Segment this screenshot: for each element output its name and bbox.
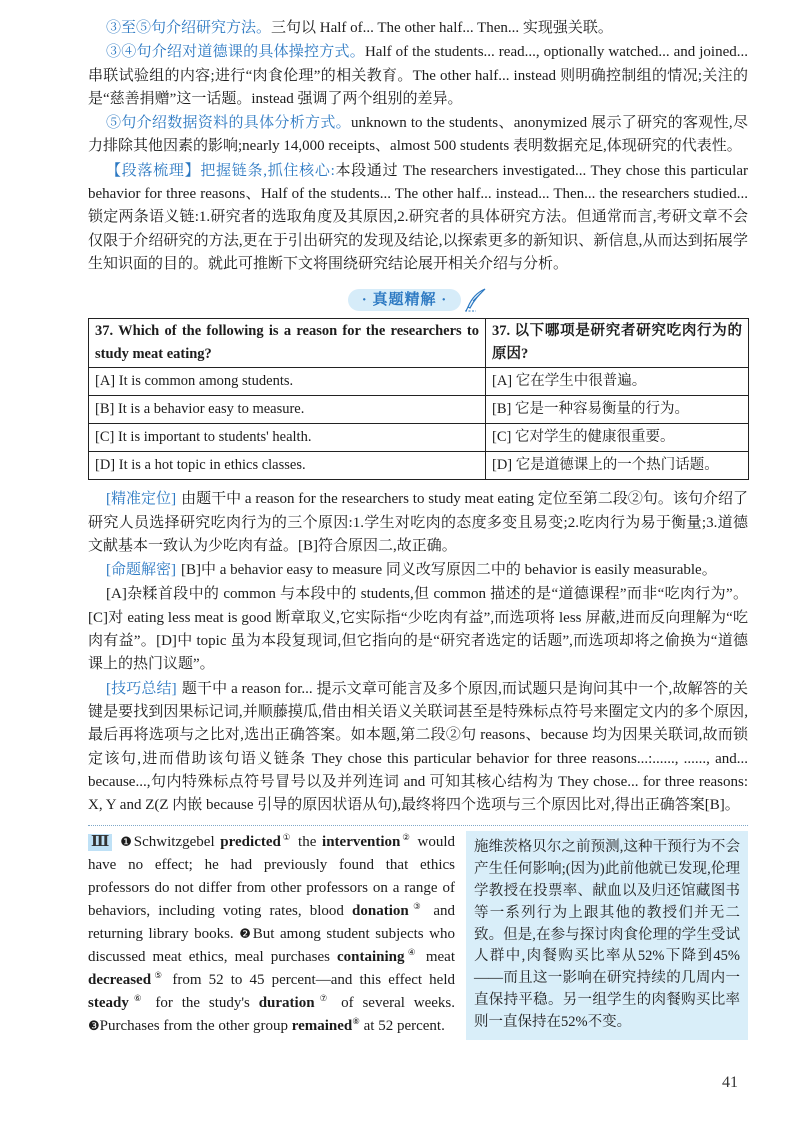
passage-text: at 52 percent. — [359, 1018, 445, 1035]
option-a-zh: [A] 它在学生中很普遍。 — [486, 368, 749, 396]
vocab-word: donation — [352, 903, 409, 920]
analysis-locate — [88, 488, 748, 558]
option-row-b — [89, 396, 749, 424]
note-heading: ③至⑤句介绍研究方法。 — [106, 20, 272, 36]
question-stem-en: 37. Which of the following is a reason for the researchers to study meat eating? — [89, 319, 486, 368]
analysis-text: 由题干中 a reason for the researchers to study meat eating 定位至第二段②句。该句介绍了研究人员选择研究吃肉行为的三个原因:1.学生对吃肉的态度多变且易变;2.吃肉行为易于衡量;3.道德文献基本一致认为少吃肉有益。[B]符合原因二,故正确。 — [88, 491, 748, 554]
passage-text: But among student subjects who discussed meat ethics, meal purchases — [88, 926, 456, 966]
analysis-distractors — [88, 583, 748, 676]
vocab-word: intervention — [322, 834, 401, 851]
note-text: 三句以 Half of... The other half... Then... 实现强关联。 — [271, 20, 613, 36]
option-d-zh: [D] 它是道德课上的一个热门话题。 — [486, 452, 749, 480]
option-c-zh: [C] 它对学生的健康很重要。 — [486, 424, 749, 452]
passage-text: and returning library books. — [88, 903, 455, 943]
option-a-en: [A] It is common among students. — [89, 368, 486, 396]
passage-text: of several weeks. — [332, 995, 455, 1012]
sentence-marker-2: ❷ — [239, 927, 253, 943]
note-text: unknown to the students、anonymized 展示了研究的客观性,尽力排除其他因素的影响;nearly 14,000 receipts、almost 500 students 表明数据充足,体现研究的代表性。 — [88, 115, 748, 155]
page-content — [88, 17, 748, 1040]
vocab-ref: ⑤ — [151, 971, 166, 982]
sentence-marker-1: ❶ — [118, 835, 134, 851]
vocab-ref: ⑥ — [128, 994, 147, 1005]
vocab-ref: ⑦ — [314, 994, 333, 1005]
vocab-word: predicted — [220, 834, 281, 851]
summary-heading: 【段落梳理】把握链条,抓住核心: — [106, 162, 335, 179]
question-table — [88, 318, 749, 480]
vocab-ref: ⑧ — [352, 1017, 360, 1028]
pen-icon — [464, 288, 488, 312]
translation-box — [466, 831, 748, 1039]
option-c-en: [C] It is important to students' health. — [89, 424, 486, 452]
dotted-divider — [88, 825, 748, 826]
question-stem-row — [89, 319, 749, 368]
passage-text: Purchases from the other group — [99, 1018, 292, 1035]
page-number: 41 — [722, 1074, 738, 1091]
passage-section — [88, 831, 748, 1039]
section-number-badge: Ⅲ — [88, 834, 112, 851]
option-b-en: [B] It is a behavior easy to measure. — [89, 396, 486, 424]
translation-text: 施维茨格贝尔之前预测,这种干预行为不会产生任何影响;(因为)此前他就已发现,伦理学教授在投票率、献血以及归还馆藏图书等一系列行为上跟其他的教授们并无二致。但是,在参与探讨肉食伦理的学生受试人群中,肉餐购买比率从52%下降到45%——而且这一影响在研究持续的几周内一直保持平稳。另一组学生的肉餐购买比率则一直保持在52%不变。 — [474, 839, 740, 1030]
vocab-word: decreased — [88, 972, 152, 989]
answer-analysis — [88, 488, 748, 817]
vocab-ref: ③ — [408, 902, 426, 913]
vocab-word: steady — [88, 995, 129, 1012]
analysis-text: [A]杂糅首段中的 common 与本段中的 students,但 common 描述的是“道德课程”而非“吃肉行为”。[C]对 eating less meat is good 断章取义,它实际指“少吃肉有益”,而选项将 less 屏蔽,进而反向理解为“吃肉有益”。[D]中 topic 虽为本段复现词,但它指向的是“研究者选定的话题”,而选项却将之偷换为“道德课上的热门议题”。 — [88, 586, 748, 673]
analysis-decode — [88, 559, 748, 582]
vocab-word: remained — [291, 1018, 353, 1035]
vocab-ref: ① — [280, 833, 293, 844]
analysis-tag-decode: [命题解密] — [106, 562, 176, 579]
analysis-skill — [88, 678, 748, 818]
analysis-text: 题干中 a reason for... 提示文章可能言及多个原因,而试题只是询问其中一个,故解答的关键是要找到因果标记词,并顺藤摸瓜,借由相关语义关联词甚至是特殊标点符号来圈定文内的多个原因,最后再将选项与之比对,选出正确答案。如本题,第二段②句 reasons、because 均为因果关联词,故而锁定该句,进而借助该句语义链条 They chose this particular behavior for three reasons...:......, ......, and... because...,句内特殊标点符号冒号以及并列连词 and 可知其核心结构为 They chose... for three reasons: X, Y and Z(Z 内嵌 because 引导的原因状语从句),最终将四个选项与三个原因比对,得出正确答案[B]。 — [88, 680, 748, 814]
option-row-a — [89, 368, 749, 396]
option-row-d — [89, 452, 749, 480]
option-b-zh: [B] 它是一种容易衡量的行为。 — [486, 396, 749, 424]
option-d-en: [D] It is a hot topic in ethics classes. — [89, 452, 486, 480]
option-row-c — [89, 424, 749, 452]
analysis-tag-locate: [精准定位] — [106, 491, 177, 508]
passage-text: the — [292, 834, 323, 851]
note-heading: ③④句介绍对道德课的具体操控方式。 — [106, 44, 365, 61]
section-header — [88, 288, 748, 312]
sentence-marker-3: ❸ — [88, 1019, 100, 1035]
section-title: · 真题精解 · — [348, 289, 462, 311]
note-paragraph-3 — [88, 112, 748, 159]
passage-paragraph — [88, 831, 455, 1038]
vocab-word: containing — [337, 949, 405, 966]
passage-text: from 52 to 45 percent—and this effect held — [165, 972, 455, 989]
paragraph-summary — [88, 160, 748, 276]
analysis-tag-skill: [技巧总结] — [106, 680, 177, 697]
vocab-word: duration — [258, 995, 315, 1012]
passage-text: would have no effect; he had previously found that ethics professors do not differ from other professors on a range of behaviors, including voting rates, blood — [88, 834, 456, 920]
note-paragraph-1 — [88, 17, 748, 40]
note-text: Half of the students... read..., optionally watched... and joined... 串联试验组的内容;进行“肉食伦理”的相关教育。The other half... instead 则明确控制组的情况;关注的是“慈善捐赠”这一话题。instead 强调了两个组别的差异。 — [88, 44, 748, 107]
question-stem-zh: 37. 以下哪项是研究者研究吃肉行为的原因? — [486, 319, 749, 368]
vocab-ref: ④ — [404, 948, 419, 959]
analysis-text: [B]中 a behavior easy to measure 同义改写原因二中的 behavior is easily measurable。 — [181, 562, 717, 579]
passage-text: meat — [418, 949, 455, 966]
note-heading: ⑤句介绍数据资料的具体分析方式。 — [106, 115, 351, 132]
passage-text: for the study's — [146, 995, 259, 1012]
passage-text: Schwitzgebel — [133, 834, 221, 851]
summary-text: 本段通过 The researchers investigated... They chose this particular behavior for three reasons、Half of the students... The other half... instead... Then... the researchers studied... 锁定两条语义链:1.研究者的选取角度及其原因,2.研究者的具体研究方法。但通常而言,考研文章不会仅限于介绍研究的方法,更在于引出研究的发现及结论,以探索更多的新知识、新信息,从而达到拓展学生知识面的目的。就此可推断下文将围绕研究结论展开相关介绍与分析。 — [88, 162, 749, 272]
note-paragraph-2 — [88, 41, 748, 111]
vocab-ref: ② — [400, 833, 412, 844]
